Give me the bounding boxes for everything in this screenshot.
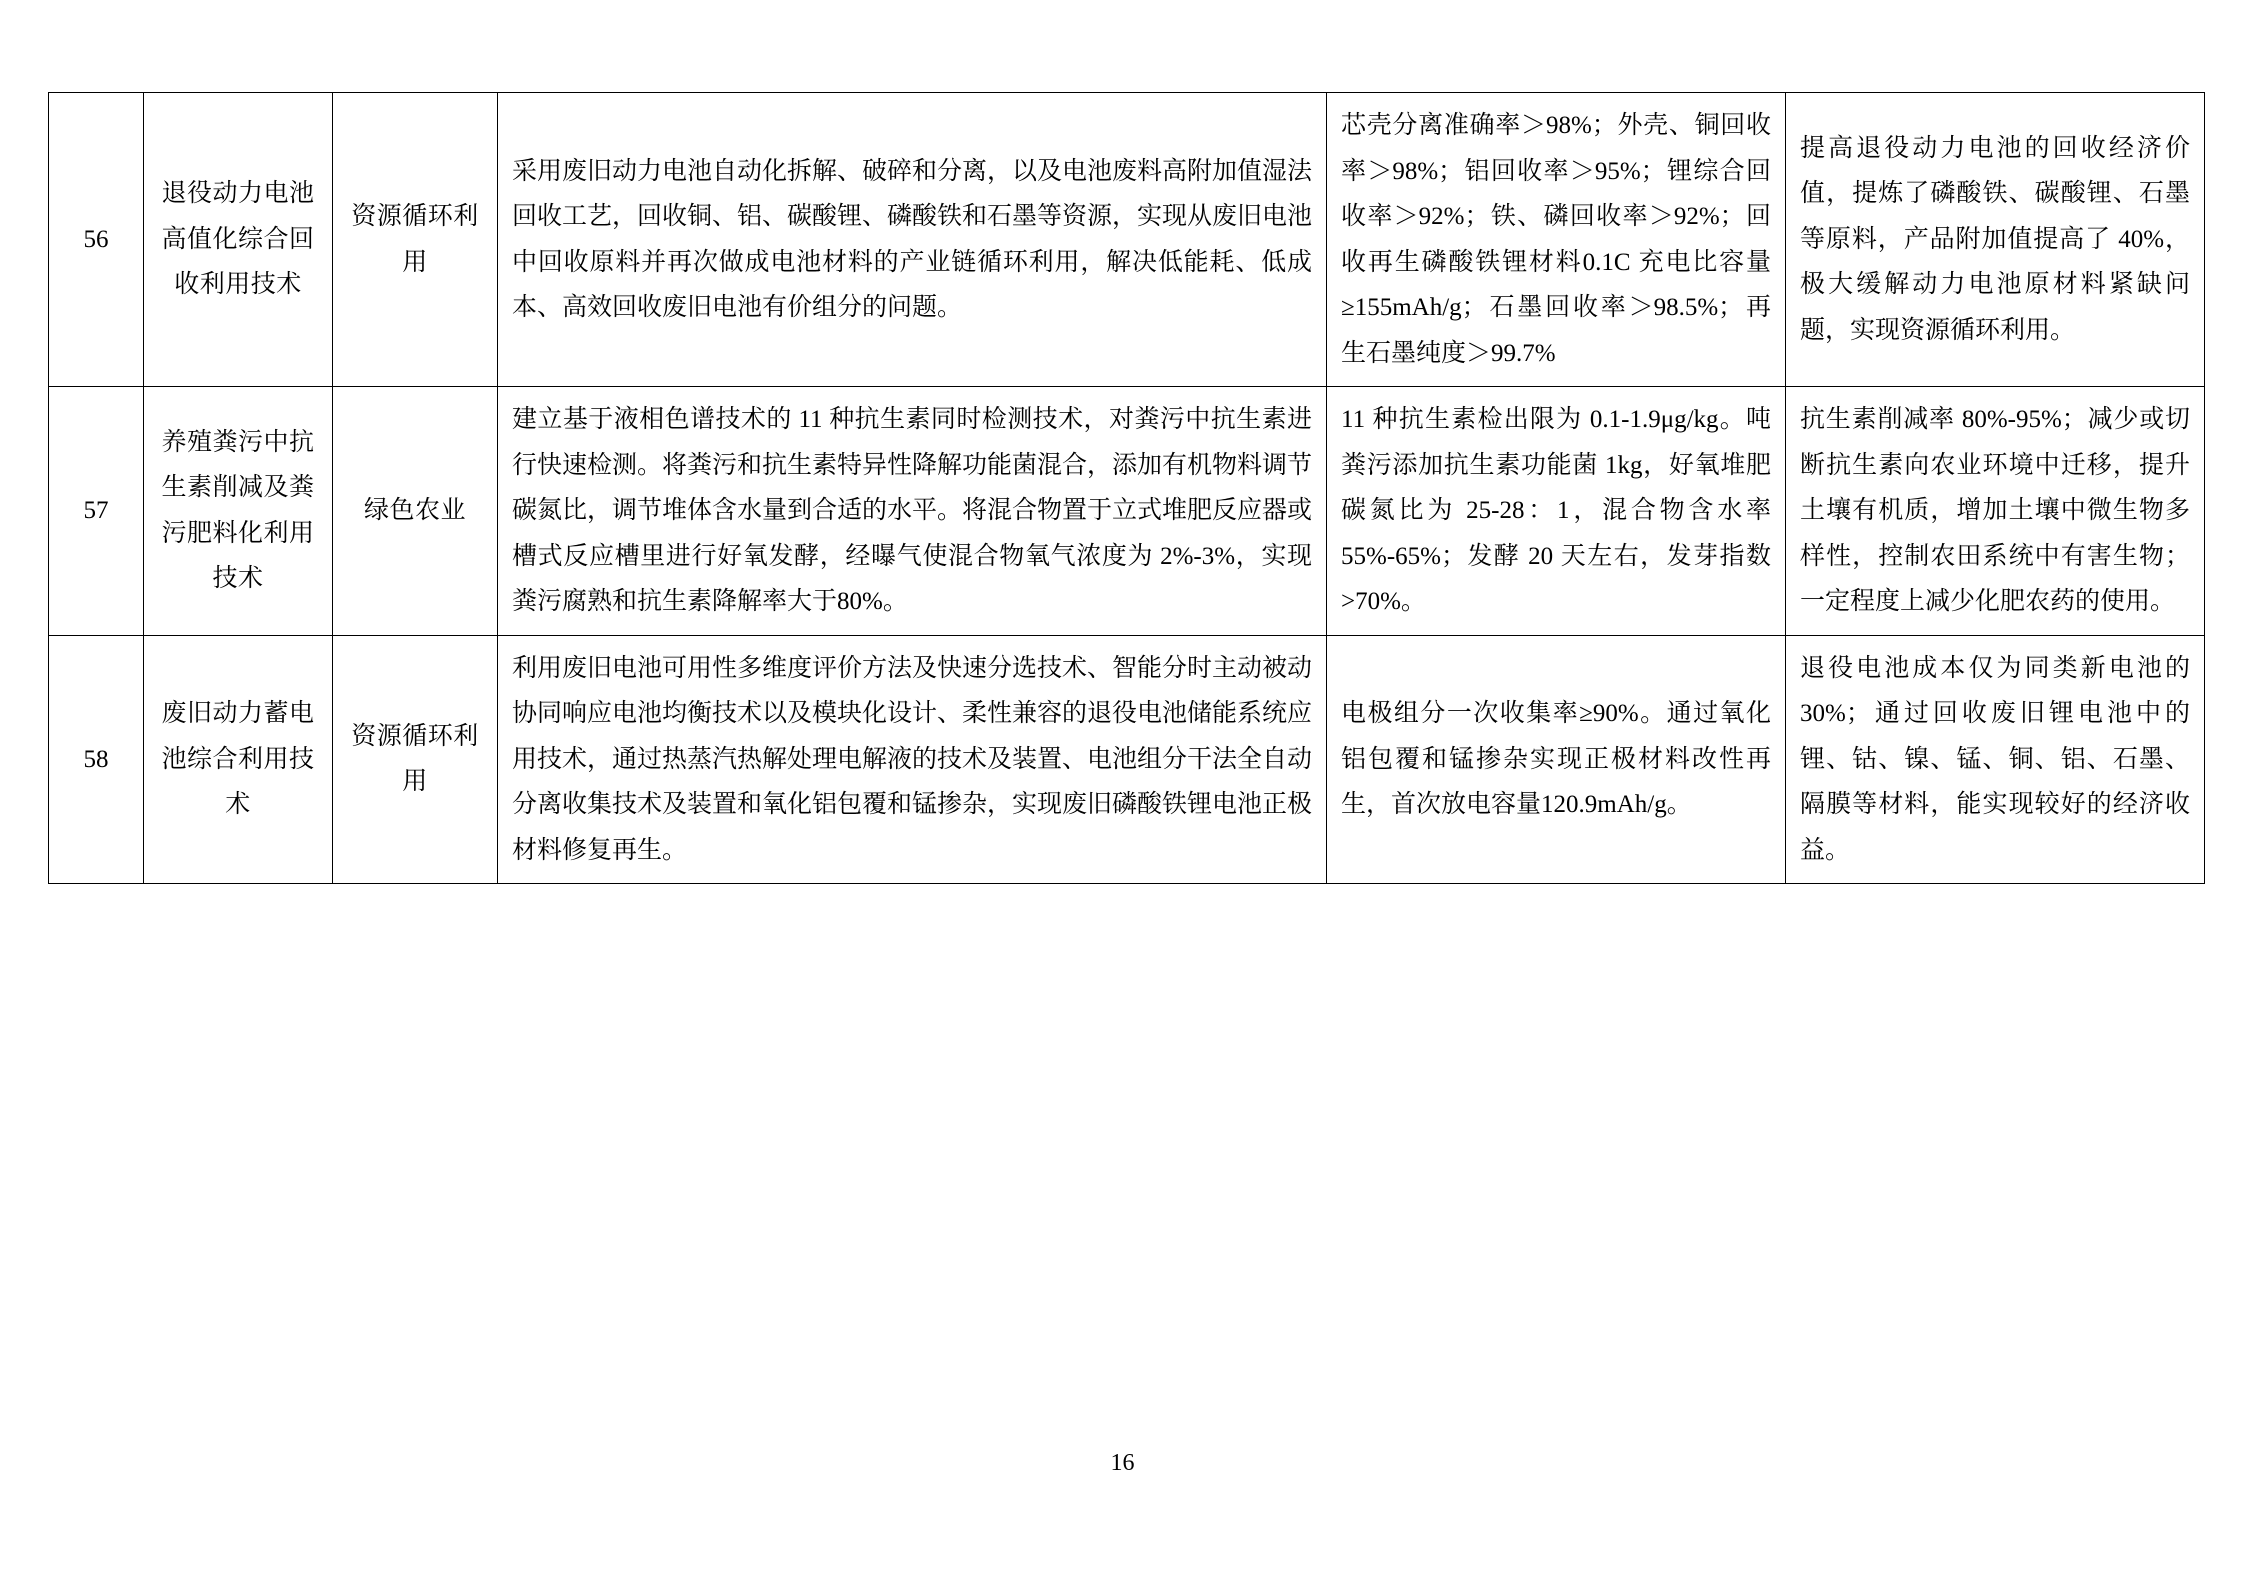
technology-metric-text: 11 种抗生素检出限为 0.1-1.9μg/kg。吨粪污添加抗生素功能菌 1kg，好氧堆肥碳氮比为 25-28：1，混合物含水率 55%-65%；发酵 20 天左右，发芽指数>70%。 [1341,406,1778,615]
row-index-cell [49,93,144,387]
technology-name-cell [144,387,333,636]
technology-benefit-text: 提高退役动力电池的回收经济价值，提炼了磷酸铁、碳酸锂、石墨等原料，产品附加值提高了 40%，极大缓解动力电池原材料紧缺问题，实现资源循环利用。 [1800,134,2190,344]
table-row [49,635,2205,884]
technology-description-cell [498,387,1327,636]
technology-metric-cell [1327,93,1786,387]
technology-field-cell [333,93,498,387]
technology-field-text: 资源循环利用 [351,203,479,276]
technology-description-text: 采用废旧动力电池自动化拆解、破碎和分离，以及电池废料高附加值湿法回收工艺，回收铜、铝、碳酸锂、磷酸铁和石墨等资源，实现从废旧电池中回收原料并再次做成电池材料的产业链循环利用，解决低能耗、低成本、高效回收废旧电池有价组分的问题。 [512,157,1313,321]
row-index-text: 58 [83,745,109,773]
row-index-cell [49,635,144,884]
table-row [49,387,2205,636]
technology-catalog-table [48,92,2205,884]
technology-benefit-text: 退役电池成本仅为同类新电池的 30%；通过回收废旧锂电池中的锂、钴、镍、锰、铜、铝、石墨、隔膜等材料，能实现较好的经济收益。 [1800,654,2197,864]
technology-description-text: 建立基于液相色谱技术的 11 种抗生素同时检测技术，对粪污中抗生素进行快速检测。将粪污和抗生素特异性降解功能菌混合，添加有机物料调节碳氮比，调节堆体含水量到合适的水平。将混合物置于立式堆肥反应器或槽式反应槽里进行好氧发酵，经曝气使混合物氧气浓度为 2%-3%，实现粪污腐熟和抗生素降解率大于80%。 [512,406,1313,615]
technology-benefit-text: 抗生素削减率 80%-95%；减少或切断抗生素向农业环境中迁移，提升土壤有机质，增加土壤中微生物多样性，控制农田系统中有害生物；一定程度上减少化肥农药的使用。 [1800,406,2190,615]
table-row [49,93,2205,387]
technology-field-text: 绿色农业 [363,497,466,524]
row-index-cell [49,387,144,636]
row-index-text: 56 [83,225,109,253]
technology-benefit-cell [1786,387,2205,636]
technology-metric-cell [1327,387,1786,636]
technology-benefit-cell [1786,93,2205,387]
technology-description-cell [498,93,1327,387]
technology-field-cell [333,635,498,884]
technology-metric-text: 电极组分一次收集率≥90%。通过氧化铝包覆和锰掺杂实现正极材料改性再生，首次放电容量120.9mAh/g。 [1341,700,1771,818]
technology-metric-cell [1327,635,1786,884]
technology-name-cell [144,635,333,884]
technology-benefit-cell [1786,635,2205,884]
technology-name-cell [144,93,333,387]
page-number: 16 [1110,1450,1135,1476]
technology-metric-text: 芯壳分离准确率＞98%；外壳、铜回收率＞98%；铝回收率＞95%；锂综合回收率＞92%；铁、磷回收率＞92%；回收再生磷酸铁锂材料0.1C 充电比容量≥155mAh/g；石墨回收率＞98.5%；再生石墨纯度＞99.7% [1341,112,1771,367]
technology-name-text: 养殖粪污中抗生素削减及粪污肥料化利用技术 [161,428,315,593]
technology-name-text: 废旧动力蓄电池综合利用技术 [161,700,315,818]
row-index-text: 57 [83,497,109,524]
technology-field-text: 资源循环利用 [351,722,479,796]
technology-field-cell [333,387,498,636]
technology-name-text: 退役动力电池高值化综合回收利用技术 [161,180,315,299]
technology-description-cell [498,635,1327,884]
technology-description-text: 利用废旧电池可用性多维度评价方法及快速分选技术、智能分时主动被动协同响应电池均衡技术以及模块化设计、柔性兼容的退役电池储能系统应用技术，通过热蒸汽热解处理电解液的技术及装置、电池组分干法全自动分离收集技术及装置和氧化铝包覆和锰掺杂，实现废旧磷酸铁锂电池正极材料修复再生。 [512,654,1313,864]
